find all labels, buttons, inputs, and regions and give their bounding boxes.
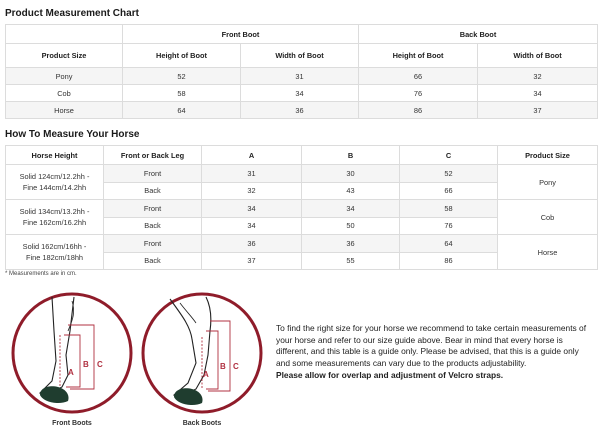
table-row — [6, 102, 598, 119]
height-line-1: Solid 162cm/16hh - — [22, 242, 87, 251]
back-boots-diagram — [140, 291, 264, 415]
cell-c: 52 — [400, 165, 498, 183]
cell-a: 32 — [202, 182, 302, 200]
header-horse-height: Horse Height — [6, 146, 104, 165]
table-row — [6, 165, 598, 183]
height-line-2: Fine 144cm/14.2hh — [22, 183, 87, 192]
cell-front-height: 64 — [123, 102, 241, 119]
table-header-row — [6, 25, 598, 44]
cell-b: 30 — [302, 165, 400, 183]
cell-b: 50 — [302, 217, 400, 235]
cell-front-height: 58 — [123, 85, 241, 102]
cell-leg: Back — [104, 217, 202, 235]
cell-size: Horse — [6, 102, 123, 119]
height-line-1: Solid 124cm/12.2hh - — [19, 172, 90, 181]
header-blank — [6, 25, 123, 44]
cell-a: 37 — [202, 252, 302, 270]
cell-front-width: 34 — [241, 85, 359, 102]
header-back-height: Height of Boot — [359, 44, 478, 68]
cell-horse-height — [6, 235, 104, 270]
cell-horse-height — [6, 165, 104, 200]
cell-product-size: Cob — [498, 200, 598, 235]
cell-b: 55 — [302, 252, 400, 270]
cell-product-size: Pony — [498, 165, 598, 200]
back-boots-caption: Back Boots — [182, 420, 222, 427]
cell-front-width: 31 — [241, 68, 359, 85]
cell-horse-height — [6, 200, 104, 235]
measurement-note: * Measurements are in cm. — [5, 271, 77, 277]
cell-c: 86 — [400, 252, 498, 270]
label-b: B — [83, 360, 89, 369]
cell-c: 76 — [400, 217, 498, 235]
cell-b: 34 — [302, 200, 400, 218]
cell-c: 66 — [400, 182, 498, 200]
label-a: A — [203, 370, 209, 379]
cell-leg: Back — [104, 182, 202, 200]
cell-size: Pony — [6, 68, 123, 85]
cell-back-height: 86 — [359, 102, 478, 119]
cell-leg: Front — [104, 200, 202, 218]
cell-leg: Front — [104, 165, 202, 183]
header-front-boot: Front Boot — [123, 25, 359, 44]
table-row — [6, 235, 598, 253]
label-c: C — [233, 362, 239, 371]
cell-a: 36 — [202, 235, 302, 253]
header-a: A — [202, 146, 302, 165]
cell-a: 34 — [202, 217, 302, 235]
header-back-boot: Back Boot — [359, 25, 598, 44]
height-line-2: Fine 182cm/18hh — [25, 253, 84, 262]
header-c: C — [400, 146, 498, 165]
label-a: A — [68, 368, 74, 377]
header-leg: Front or Back Leg — [104, 146, 202, 165]
front-boots-diagram — [10, 291, 134, 415]
table-row — [6, 85, 598, 102]
size-guide-text — [276, 323, 594, 382]
guide-paragraph: To find the right size for your horse we recommend to take certain measurements of your horse and refer to our size guide above. Bear in mind that every horse is different, and this table is a guide only. Please be advised, that this is a guide only and some measurements can vary due to the products adjustability. — [276, 323, 587, 369]
cell-front-height: 52 — [123, 68, 241, 85]
cell-c: 64 — [400, 235, 498, 253]
table-subheader-row — [6, 44, 598, 68]
product-measurement-table — [5, 24, 598, 119]
cell-back-width: 34 — [478, 85, 598, 102]
cell-leg: Back — [104, 252, 202, 270]
cell-c: 58 — [400, 200, 498, 218]
height-line-1: Solid 134cm/13.2hh - — [19, 207, 90, 216]
header-front-width: Width of Boot — [241, 44, 359, 68]
height-line-2: Fine 162cm/16.2hh — [22, 218, 87, 227]
cell-b: 43 — [302, 182, 400, 200]
measure-horse-table — [5, 145, 598, 270]
header-back-width: Width of Boot — [478, 44, 598, 68]
cell-back-width: 37 — [478, 102, 598, 119]
cell-b: 36 — [302, 235, 400, 253]
label-c: C — [97, 360, 103, 369]
table-row — [6, 200, 598, 218]
header-product-size: Product Size — [6, 44, 123, 68]
measure-horse-title: How To Measure Your Horse — [5, 129, 140, 140]
cell-back-height: 66 — [359, 68, 478, 85]
table-header-row — [6, 146, 598, 165]
cell-front-width: 36 — [241, 102, 359, 119]
guide-velcro-note: Please allow for overlap and adjustment of Velcro straps. — [276, 369, 504, 380]
header-product-size: Product Size — [498, 146, 598, 165]
cell-back-height: 76 — [359, 85, 478, 102]
header-b: B — [302, 146, 400, 165]
label-b: B — [220, 362, 226, 371]
cell-a: 31 — [202, 165, 302, 183]
cell-back-width: 32 — [478, 68, 598, 85]
table-row — [6, 68, 598, 85]
cell-product-size: Horse — [498, 235, 598, 270]
cell-a: 34 — [202, 200, 302, 218]
front-boots-caption: Front Boots — [52, 420, 92, 427]
cell-leg: Front — [104, 235, 202, 253]
header-front-height: Height of Boot — [123, 44, 241, 68]
cell-size: Cob — [6, 85, 123, 102]
product-chart-title: Product Measurement Chart — [5, 8, 139, 19]
